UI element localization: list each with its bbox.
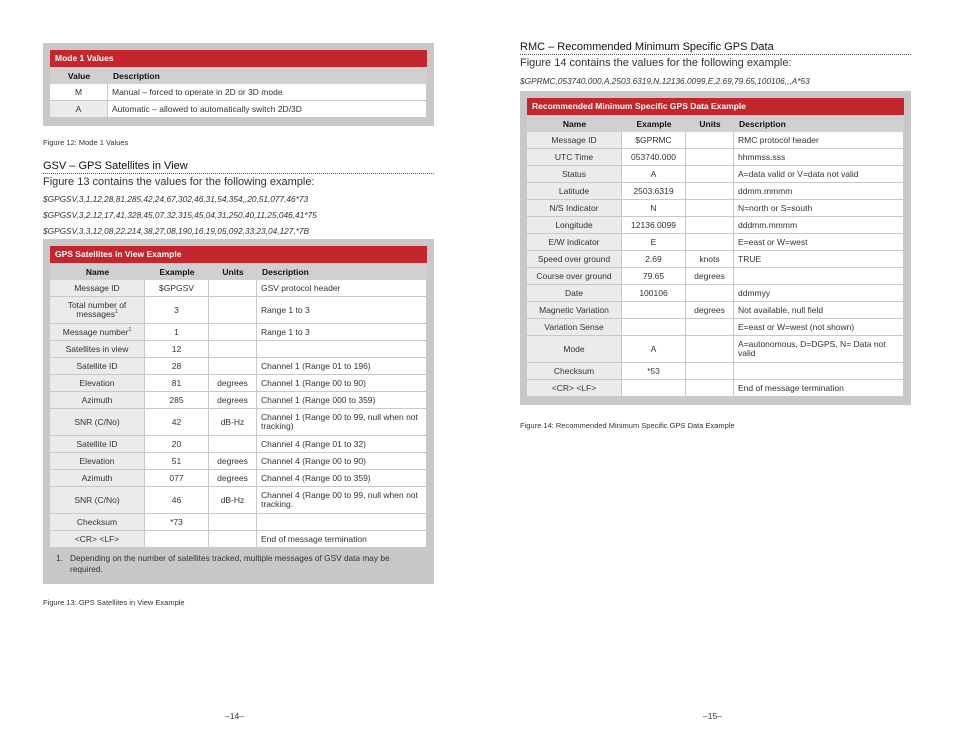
table-cell-units — [686, 363, 734, 380]
cell-text: 285 — [169, 394, 184, 405]
cell-text: 100106 — [639, 287, 668, 298]
table-cell-desc — [734, 217, 904, 234]
cell-text: knots — [699, 253, 720, 264]
cell-text: 12136.0099 — [631, 219, 676, 230]
table-cell-example — [145, 409, 209, 436]
table-cell-units — [209, 297, 257, 324]
table-row — [50, 409, 427, 436]
table-cell-example — [145, 358, 209, 375]
table-cell-desc — [734, 380, 904, 397]
table-cell-example — [622, 217, 686, 234]
rmc-heading: RMC – Recommended Minimum Specific GPS Data — [520, 41, 911, 55]
rmc-table-title: Recommended Minimum Specific GPS Data Example — [527, 98, 904, 115]
cell-text: E=east or W=west — [738, 236, 808, 247]
cell-text: Channel 4 (Range 00 to 90) — [261, 455, 366, 466]
table-cell-desc — [734, 336, 904, 363]
cell-text: *53 — [647, 365, 660, 376]
table-cell-name — [527, 200, 622, 217]
table-cell-desc — [257, 453, 427, 470]
cell-text: 2.69 — [645, 253, 662, 264]
table-cell-desc — [257, 375, 427, 392]
table-cell-name — [50, 436, 145, 453]
table-row — [50, 101, 427, 118]
cell-text: Azimuth — [81, 394, 113, 405]
cell-text: ddmmyy — [738, 287, 771, 298]
mode-values-table — [43, 43, 434, 126]
cell-text: N/S Indicator — [549, 202, 599, 213]
table-cell-name — [527, 319, 622, 336]
table-row — [527, 302, 904, 319]
table-cell-example — [145, 453, 209, 470]
cell-text: Azimuth — [81, 472, 113, 483]
cell-text: 053740.000 — [631, 151, 676, 162]
table-cell: Automatic – allowed to automatically switch 2D/3D — [108, 101, 427, 118]
cell-text: Total number of messages — [67, 300, 127, 319]
table-cell-units — [686, 336, 734, 363]
table-cell-example — [145, 487, 209, 514]
cell-text: 81 — [171, 377, 182, 388]
table-cell-name — [527, 380, 622, 397]
table-cell-name — [50, 358, 145, 375]
cell-text: 46 — [171, 494, 182, 505]
cell-text: $GPRMC — [635, 134, 672, 145]
figure-12-caption: Figure 12: Mode 1 Values — [43, 138, 129, 147]
table-cell-name — [527, 268, 622, 285]
table-cell-example — [145, 324, 209, 341]
cell-text: Channel 4 (Range 00 to 359) — [261, 472, 371, 483]
table-cell: Manual – forced to operate in 2D or 3D mode — [108, 84, 427, 101]
cell-text: <CR> <LF> — [74, 533, 120, 544]
cell-text: hhmmss.sss — [738, 151, 786, 162]
table-cell-desc — [734, 319, 904, 336]
table-row — [527, 336, 904, 363]
cell-text: Not available, null field — [738, 304, 824, 315]
column-header: Example — [622, 115, 686, 132]
cell-text: RMC protocol header — [738, 134, 819, 145]
table-cell-desc — [734, 149, 904, 166]
cell-text: degrees — [217, 472, 248, 483]
cell-text: Satellite ID — [76, 360, 118, 371]
table-cell-units — [686, 200, 734, 217]
cell-text: Satellite ID — [76, 438, 118, 449]
table-cell-desc — [257, 514, 427, 531]
gsv-footnote — [50, 548, 427, 575]
table-cell-example — [622, 268, 686, 285]
table-cell-example — [145, 514, 209, 531]
cell-text: Range 1 to 3 — [261, 326, 310, 337]
table-row — [527, 183, 904, 200]
table-cell-desc — [257, 358, 427, 375]
table-row — [50, 531, 427, 548]
cell-text: 51 — [171, 455, 182, 466]
table-cell-desc — [734, 132, 904, 149]
table-cell-units — [686, 132, 734, 149]
page-number-right: –15– — [703, 711, 722, 721]
cell-text: Satellites in view — [65, 343, 129, 354]
table-row — [527, 217, 904, 234]
gsv-intro: Figure 13 contains the values for the following example: — [43, 176, 315, 188]
rmc-sentence: $GPRMC,053740.000,A,2503.6319,N,12136.0099,E,2.69,79.65,100106,,,A*53 — [520, 76, 810, 86]
table-row — [527, 149, 904, 166]
table-cell-units — [209, 409, 257, 436]
table-cell-name — [50, 487, 145, 514]
table-row — [527, 234, 904, 251]
table-cell-name — [527, 132, 622, 149]
table-cell-name — [50, 297, 145, 324]
table-row — [50, 280, 427, 297]
table-cell-units — [209, 514, 257, 531]
figure-13-caption: Figure 13: GPS Satellites in View Example — [43, 598, 185, 607]
gsv-table — [43, 239, 434, 584]
cell-text: Speed over ground — [537, 253, 611, 264]
table-cell-units — [686, 380, 734, 397]
table-cell-desc — [257, 324, 427, 341]
table-row — [50, 487, 427, 514]
cell-text: degrees — [217, 455, 248, 466]
table-cell-units — [209, 436, 257, 453]
right-page — [477, 0, 954, 738]
table-cell: M — [50, 84, 108, 101]
cell-text: degrees — [217, 394, 248, 405]
table-cell-desc — [257, 297, 427, 324]
cell-text: Status — [561, 168, 587, 179]
rmc-table-grid — [527, 115, 904, 397]
cell-text: Latitude — [558, 185, 590, 196]
table-cell-name — [50, 341, 145, 358]
footnote-text: Depending on the number of satellites tracked, multiple messages of GSV data may be required. — [70, 553, 390, 574]
cell-text: *73 — [170, 516, 183, 527]
table-cell-example — [145, 470, 209, 487]
table-row — [50, 84, 427, 101]
rmc-table — [520, 91, 911, 405]
cell-text: degrees — [694, 270, 725, 281]
table-cell-name — [50, 514, 145, 531]
table-cell-desc — [734, 302, 904, 319]
mode-table-grid — [50, 67, 427, 118]
cell-text: dB-Hz — [220, 494, 245, 505]
cell-text: 3 — [174, 304, 179, 315]
table-cell-units — [209, 453, 257, 470]
table-cell-example — [145, 297, 209, 324]
table-cell-desc — [734, 183, 904, 200]
table-row — [50, 297, 427, 324]
table-cell-units — [686, 183, 734, 200]
cell-text: Checksum — [553, 365, 595, 376]
table-cell-desc — [734, 166, 904, 183]
footnote-ref: 1 — [114, 309, 118, 316]
column-header: Name — [527, 115, 622, 132]
table-cell-units — [209, 487, 257, 514]
footnote-number: 1. — [56, 553, 63, 563]
table-row — [527, 200, 904, 217]
cell-text: Channel 1 (Range 01 to 196) — [261, 360, 371, 371]
table-cell-name — [527, 217, 622, 234]
table-cell-example — [145, 531, 209, 548]
column-header: Description — [734, 115, 904, 132]
cell-text: Channel 1 (Range 000 to 359) — [261, 394, 376, 405]
table-cell-example — [622, 251, 686, 268]
table-row — [50, 453, 427, 470]
table-cell-units — [209, 531, 257, 548]
table-cell: A — [50, 101, 108, 118]
cell-text: Mode — [563, 343, 585, 354]
table-row — [527, 166, 904, 183]
table-cell-units — [209, 324, 257, 341]
cell-text: A=autonomous, D=DGPS, N= Data not valid — [738, 339, 886, 358]
table-cell-units — [209, 280, 257, 297]
cell-text: 28 — [171, 360, 182, 371]
column-header: Example — [145, 263, 209, 280]
table-cell-name — [527, 363, 622, 380]
table-cell-name — [527, 285, 622, 302]
table-cell-name — [527, 149, 622, 166]
cell-text: End of message termination — [261, 533, 367, 544]
cell-text: 20 — [171, 438, 182, 449]
table-cell-name — [50, 470, 145, 487]
table-cell-units — [686, 234, 734, 251]
cell-text: degrees — [217, 377, 248, 388]
cell-text: dddmm.mmmm — [738, 219, 798, 230]
table-cell-name — [50, 392, 145, 409]
cell-text: E — [650, 236, 657, 247]
table-row — [50, 470, 427, 487]
table-row — [50, 514, 427, 531]
cell-text: 1 — [174, 326, 179, 337]
table-row — [50, 341, 427, 358]
mode-table-title: Mode 1 Values — [50, 50, 427, 67]
column-header: Units — [209, 263, 257, 280]
table-cell-desc — [257, 487, 427, 514]
table-cell-example — [622, 166, 686, 183]
rmc-intro: Figure 14 contains the values for the following example: — [520, 57, 792, 69]
table-cell-name — [527, 234, 622, 251]
table-cell-example — [145, 341, 209, 358]
cell-text: A — [650, 343, 657, 354]
table-cell-name — [527, 251, 622, 268]
table-cell-example — [622, 302, 686, 319]
table-cell-units — [686, 319, 734, 336]
cell-text: 12 — [171, 343, 182, 354]
cell-text: N — [650, 202, 657, 213]
gsv-table-grid — [50, 263, 427, 548]
table-row — [50, 358, 427, 375]
table-cell-example — [622, 183, 686, 200]
table-cell-desc — [257, 531, 427, 548]
cell-text: Magnetic Variation — [539, 304, 609, 315]
table-row — [50, 324, 427, 341]
table-cell-name — [527, 302, 622, 319]
cell-text: Date — [565, 287, 583, 298]
table-cell-example — [145, 375, 209, 392]
cell-text: Longitude — [555, 219, 593, 230]
table-cell-name — [527, 336, 622, 363]
table-cell-desc — [734, 234, 904, 251]
table-row — [527, 319, 904, 336]
table-cell-desc — [257, 470, 427, 487]
table-cell-example — [145, 436, 209, 453]
table-row — [527, 132, 904, 149]
table-cell-units — [209, 392, 257, 409]
page-number-left: –14– — [225, 711, 244, 721]
table-cell-desc — [734, 268, 904, 285]
cell-text: E=east or W=west (not shown) — [738, 321, 855, 332]
cell-text: 42 — [171, 416, 182, 427]
cell-text: 077 — [169, 472, 184, 483]
table-cell-units — [209, 358, 257, 375]
cell-text: SNR (C/No) — [74, 416, 120, 427]
table-cell-example — [145, 392, 209, 409]
table-cell-example — [622, 336, 686, 363]
cell-text: Channel 4 (Range 00 to 99, null when not tracking. — [261, 490, 418, 509]
gsv-sentence-3: $GPGSV,3,3,12,08,22,214,38,27,08,190,16,19,05,092,33,23,04,127,*7B — [43, 226, 310, 236]
cell-text: End of message termination — [738, 382, 844, 393]
table-cell-units — [686, 149, 734, 166]
table-cell-example — [622, 380, 686, 397]
table-cell-units — [686, 217, 734, 234]
table-cell-desc — [734, 285, 904, 302]
table-cell-example — [622, 132, 686, 149]
table-cell-units — [209, 470, 257, 487]
table-cell-units — [686, 251, 734, 268]
cell-text: dB-Hz — [220, 416, 245, 427]
table-cell-desc — [257, 280, 427, 297]
column-header: Value — [50, 67, 108, 84]
table-row — [527, 268, 904, 285]
table-cell-example — [622, 200, 686, 217]
cell-text: 79.65 — [642, 270, 665, 281]
table-cell-units — [209, 341, 257, 358]
table-cell-desc — [257, 392, 427, 409]
cell-text: Elevation — [79, 455, 115, 466]
cell-text: N=north or S=south — [738, 202, 813, 213]
table-cell-desc — [257, 341, 427, 358]
table-cell-name — [50, 453, 145, 470]
table-row — [50, 392, 427, 409]
cell-text: Message ID — [551, 134, 597, 145]
cell-text: Elevation — [79, 377, 115, 388]
table-cell-desc — [257, 436, 427, 453]
column-header: Description — [108, 67, 427, 84]
cell-text: A — [650, 168, 657, 179]
table-row — [50, 375, 427, 392]
table-cell-name — [527, 183, 622, 200]
cell-text: $GPGSV — [159, 282, 194, 293]
cell-text: Checksum — [76, 516, 118, 527]
cell-text: Channel 4 (Range 01 to 32) — [261, 438, 366, 449]
cell-text: Range 1 to 3 — [261, 304, 310, 315]
figure-14-caption: Figure 14: Recommended Minimum Specific GPS Data Example — [520, 421, 735, 430]
cell-text: UTC Time — [554, 151, 594, 162]
cell-text: Message ID — [74, 282, 120, 293]
table-cell-name — [50, 324, 145, 341]
cell-text: 2503.6319 — [633, 185, 674, 196]
table-cell-name — [50, 531, 145, 548]
table-cell-example — [622, 319, 686, 336]
cell-text: <CR> <LF> — [551, 382, 597, 393]
table-cell-units — [686, 268, 734, 285]
table-cell-name — [50, 280, 145, 297]
table-cell-name — [50, 409, 145, 436]
cell-text: GSV protocol header — [261, 282, 341, 293]
column-header: Units — [686, 115, 734, 132]
table-cell-desc — [734, 363, 904, 380]
table-cell-name — [527, 166, 622, 183]
table-row — [527, 285, 904, 302]
gsv-heading: GSV – GPS Satellites in View — [43, 160, 434, 174]
gsv-sentence-1: $GPGSV,3,1,12,28,81,285,42,24,67,302,46,31,54,354,,20,51,077,46*73 — [43, 194, 309, 204]
cell-text: E/W Indicator — [548, 236, 600, 247]
cell-text: SNR (C/No) — [74, 494, 120, 505]
cell-text: A=data valid or V=data not valid — [738, 168, 859, 179]
table-cell-name — [50, 375, 145, 392]
table-row — [527, 251, 904, 268]
gsv-sentence-2: $GPGSV,3,2,12,17,41,328,45,07,32,315,45,04,31,250,40,11,25,046,41*75 — [43, 210, 317, 220]
table-cell-units — [686, 285, 734, 302]
column-header: Name — [50, 263, 145, 280]
table-row — [50, 436, 427, 453]
column-header: Description — [257, 263, 427, 280]
cell-text: ddmm.mmmm — [738, 185, 793, 196]
table-row — [527, 363, 904, 380]
cell-text: degrees — [694, 304, 725, 315]
table-row — [527, 380, 904, 397]
cell-text: Channel 1 (Range 00 to 90) — [261, 377, 366, 388]
table-cell-desc — [257, 409, 427, 436]
table-cell-units — [686, 166, 734, 183]
table-cell-example — [622, 234, 686, 251]
table-cell-example — [622, 285, 686, 302]
table-cell-desc — [734, 251, 904, 268]
cell-text: Message number — [62, 326, 129, 337]
table-cell-units — [209, 375, 257, 392]
table-cell-example — [145, 280, 209, 297]
footnote-ref: 1 — [128, 326, 132, 333]
table-cell-units — [686, 302, 734, 319]
table-cell-example — [622, 149, 686, 166]
cell-text: Channel 1 (Range 00 to 99, null when not tracking) — [261, 412, 418, 431]
gsv-table-title: GPS Satellites in View Example — [50, 246, 427, 263]
table-cell-example — [622, 363, 686, 380]
cell-text: Course over ground — [536, 270, 612, 281]
table-cell-desc — [734, 200, 904, 217]
cell-text: TRUE — [738, 253, 762, 264]
cell-text: Variation Sense — [544, 321, 604, 332]
